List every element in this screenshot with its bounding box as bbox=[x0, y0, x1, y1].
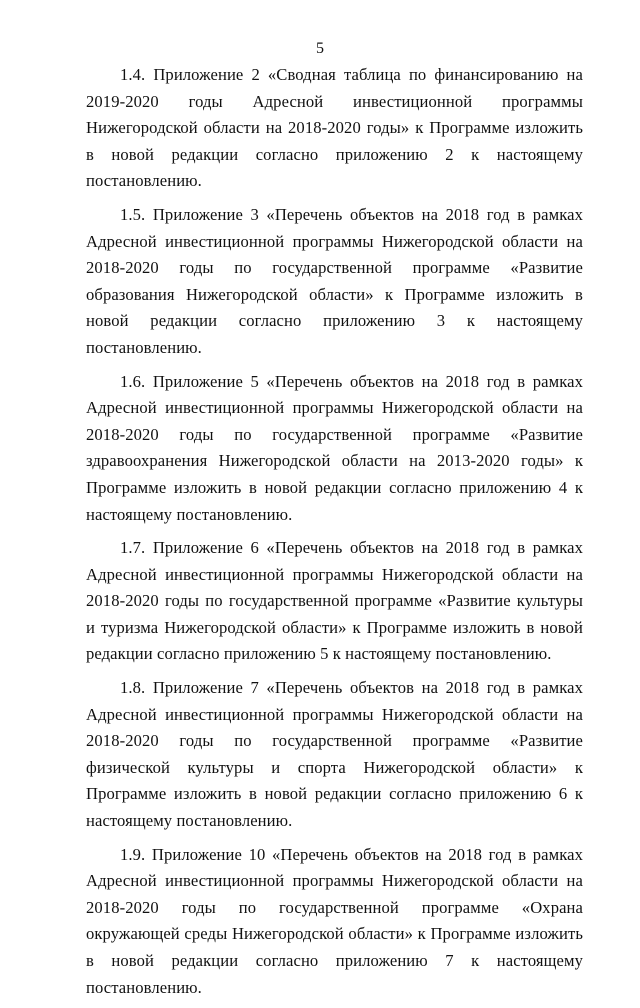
paragraph-1-9: 1.9. Приложение 10 «Перечень объектов на 2018 год в рамках Адресной инвестиционной программы Нижегородской области на 2018-2020 годы по государственной программе «Охрана окружающей среды Нижегородской области» к Программе изложить в новой редакции согласно приложению 7 к настоящему постановлению. bbox=[86, 844, 583, 997]
paragraph-1-5: 1.5. Приложение 3 «Перечень объектов на 2018 год в рамках Адресной инвестиционной программы Нижегородской области на 2018-2020 годы по государственной программе «Развитие образования Нижегородской области» к Программе изложить в новой редакции согласно приложению 3 к настоящему постановлению. bbox=[86, 204, 583, 357]
paragraph-1-7: 1.7. Приложение 6 «Перечень объектов на 2018 год в рамках Адресной инвестиционной программы Нижегородской области на 2018-2020 годы по государственной программе «Развитие культуры и туризма Нижегородской области» к Программе изложить в новой редакции согласно приложению 5 к настоящему постановлению. bbox=[86, 538, 583, 664]
paragraph-1-4: 1.4. Приложение 2 «Сводная таблица по финансированию на 2019-2020 годы Адресной инвестиционной программы Нижегородской области на 2018-2020 годы» к Программе изложить в новой редакции согласно приложению 2 к настоящему постановлению. bbox=[86, 65, 583, 191]
paragraph-1-8: 1.8. Приложение 7 «Перечень объектов на 2018 год в рамках Адресной инвестиционной программы Нижегородской области на 2018-2020 годы по государственной программе «Развитие физической культуры и спорта Нижегородской области» к Программе изложить в новой редакции согласно приложению 6 к настоящему постановлению. bbox=[86, 678, 583, 831]
page-number: 5 bbox=[316, 40, 324, 57]
paragraph-1-6: 1.6. Приложение 5 «Перечень объектов на 2018 год в рамках Адресной инвестиционной программы Нижегородской области на 2018-2020 годы по государственной программе «Развитие здравоохранения Нижегородской области на 2013-2020 годы» к Программе изложить в новой редакции согласно приложению 4 к настоящему постановлению. bbox=[86, 371, 583, 524]
document-body bbox=[86, 62, 583, 1008]
